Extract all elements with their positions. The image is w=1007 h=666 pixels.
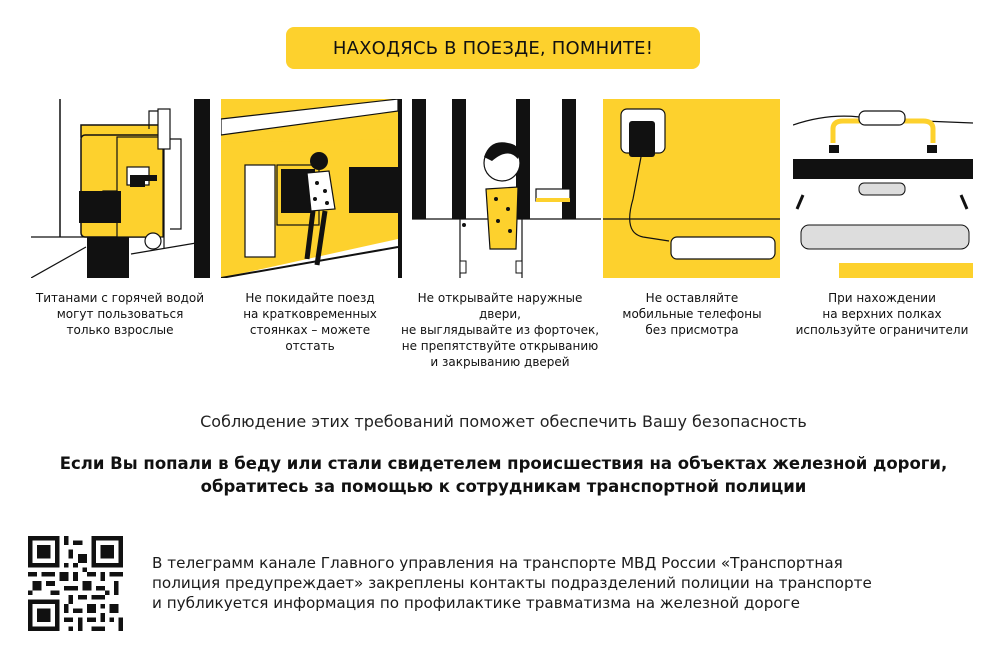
caption-berth: При нахождении на верхних полках используйте ограничители: [795, 291, 969, 337]
train-divider: [398, 99, 410, 278]
qr-code-icon: [28, 536, 123, 631]
boiler-divider: [194, 99, 210, 278]
upper-berth-illustration: [793, 99, 973, 278]
telegram-info: В телеграмм канале Главного управления на транспорте МВД России «Транспортная полиция предупреждает» закреплены контакты подразделений полиции на транспорте и публикуется информация по профилактике травматизма на железной дороге: [152, 554, 872, 612]
train-platform-illustration: [221, 99, 398, 278]
caption-phone: Не оставляйте мобильные телефоны без присмотра: [622, 291, 762, 337]
caption-train: Не покидайте поезд на кратковременных стоянках – можете отстать: [243, 291, 377, 353]
boiler-illustration: [31, 99, 208, 278]
door-window-illustration: [412, 99, 601, 278]
phone-charging-illustration: [603, 99, 780, 278]
caption-door: Не открывайте наружные двери, не выглядывайте из форточек, не препятствуйте открыванию и закрыванию дверей: [400, 291, 600, 369]
police-warning: Если Вы попали в беду или стали свидетелем происшествия на объектах железной дороги, обратитесь за помощью к сотрудникам транспортной полиции: [59, 454, 948, 496]
caption-boiler: Титанами с горячей водой могут пользоваться только взрослые: [35, 291, 205, 337]
banner-title: НАХОДЯСЬ В ПОЕЗДЕ, ПОМНИТЕ!: [332, 37, 654, 59]
safety-notice: Соблюдение этих требований поможет обеспечить Вашу безопасность: [200, 412, 807, 431]
header-banner: [286, 27, 700, 69]
